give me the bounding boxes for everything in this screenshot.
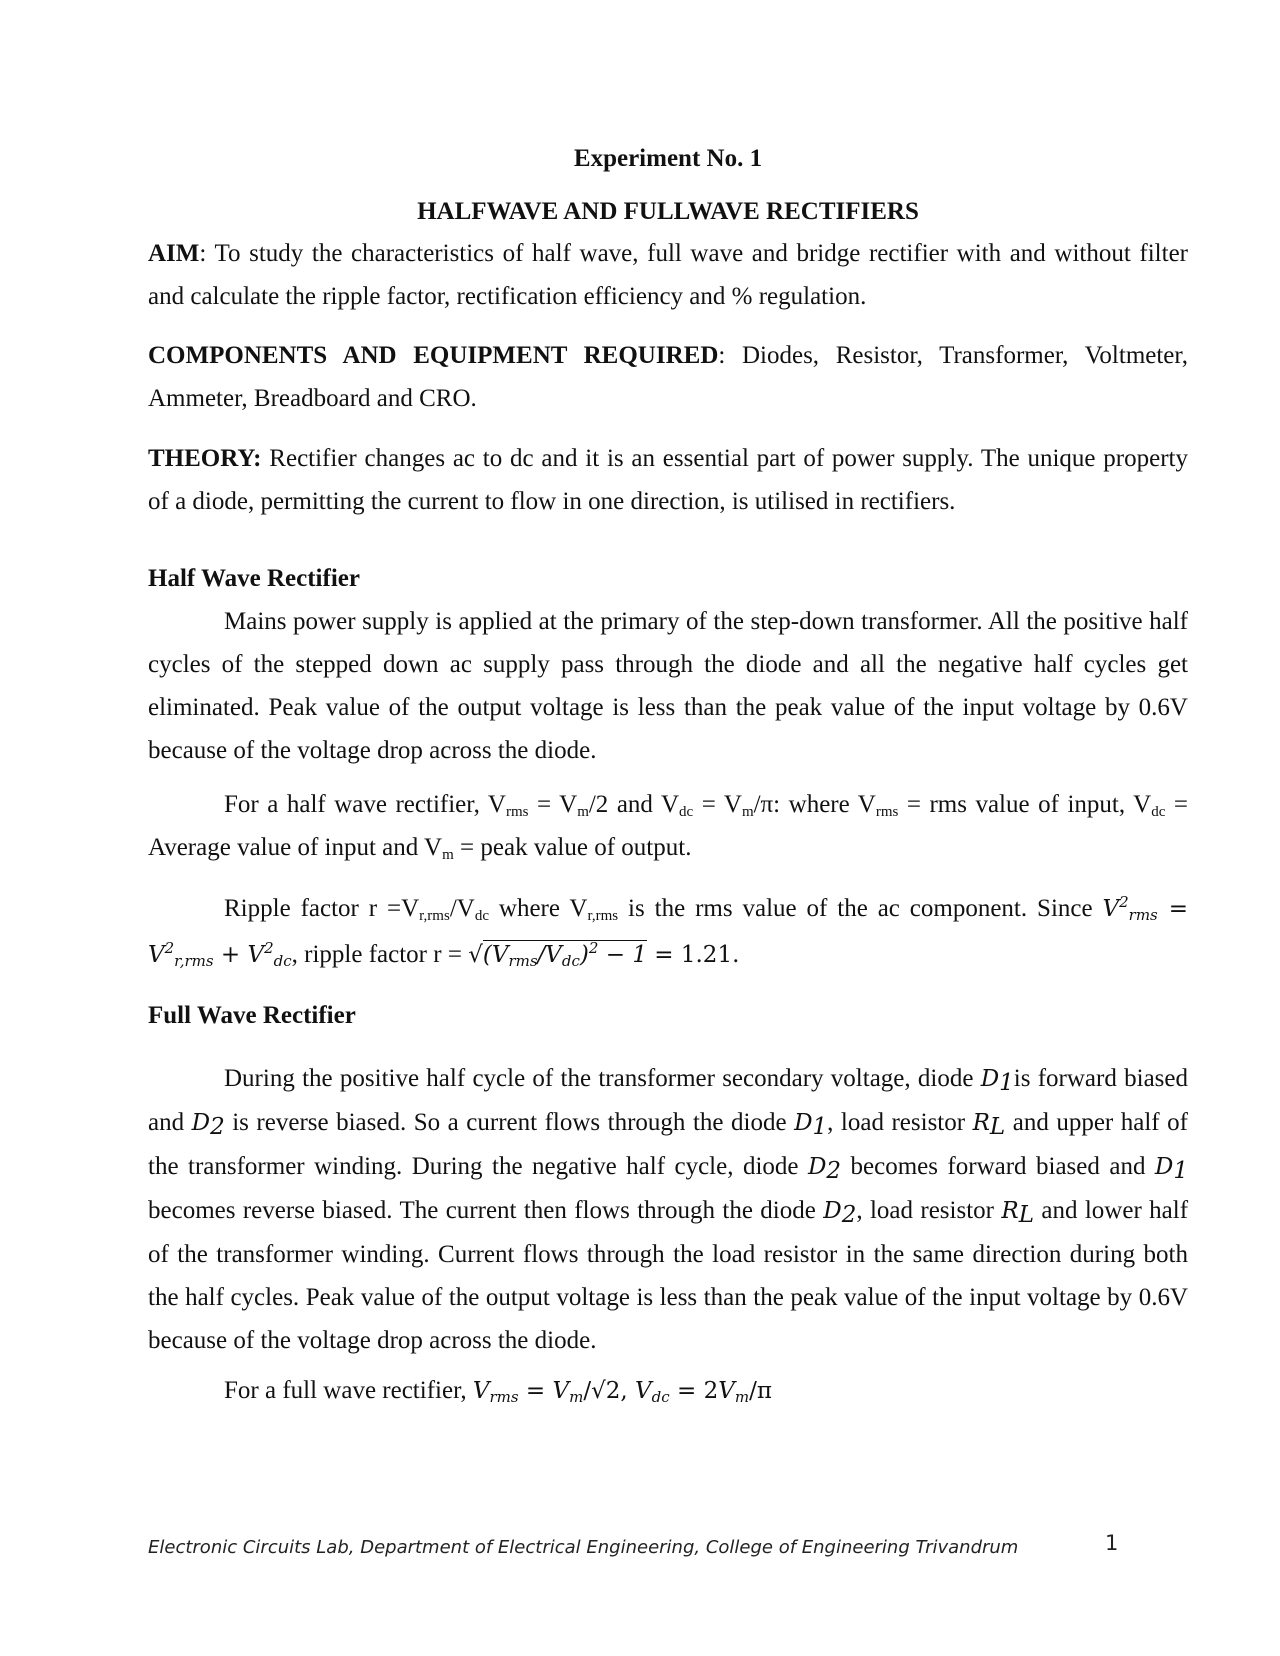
experiment-title: HALFWAVE AND FULLWAVE RECTIFIERS xyxy=(417,198,919,225)
full-wave-formulas: For a full wave rectifier, $V_{rms} = V_m/√2$, $V_{dc} = 2V_m/\pi$ xyxy=(224,1377,772,1406)
vrms-squared: $V^2_{rms}$ xyxy=(1102,893,1158,924)
theory-label: THEORY: xyxy=(148,445,262,472)
theory-paragraph xyxy=(148,437,1188,523)
full-wave-heading: Full Wave Rectifier xyxy=(148,1002,356,1029)
half-wave-heading: Half Wave Rectifier xyxy=(148,565,360,592)
components-paragraph xyxy=(148,334,1188,420)
full-wave-description: During the positive half cycle of the transformer secondary voltage, diode $D_1is$ forward biased and $D_2$ is reverse biased. So a current flows through the diode $D_1$, load resistor $R_L$ and upper half of the transformer winding. During the negative half cycle, diode $D_2$ becomes forward biased and $D_1$ becomes reverse biased. The current then flows through the diode $D_2$, load resistor $R_L$ and lower half of the transformer winding. Current flows through the load resistor in the same direction during both the half cycles. Peak value of the output voltage is less than the peak value of the input voltage by 0.6V because of the voltage drop across the diode. xyxy=(148,1065,1189,1354)
components-text: : Diodes, Resistor, Transformer, Voltmeter, Ammeter, Breadboard and CRO. xyxy=(148,342,1188,412)
ripple-factor-paragraph: Ripple factor $r =V_{r,rms}/V_{dc}$ where $V_{r,rms}$ is the rms value of the ac component. Since $V^2_{rms} = V^2_{r,rms} + V^2_{dc}$, ripple factor $r = √(V_{rms}/V_{dc})^2 - 1 = 1.21$. xyxy=(148,893,1188,970)
page-number: 1 xyxy=(1105,1531,1119,1555)
aim-text: : To study the characteristics of half wave, full wave and bridge rectifier with and without filter and calculate the ripple factor, rectification efficiency and % regulation. xyxy=(148,240,1188,310)
experiment-number: Experiment No. 1 xyxy=(573,145,763,172)
aim-label: AIM xyxy=(148,240,200,267)
components-label: COMPONENTS AND EQUIPMENT REQUIRED xyxy=(148,342,719,369)
theory-text: Rectifier changes ac to dc and it is an essential part of power supply. The unique property of a diode, permitting the current to flow in one direction, is utilised in rectifiers. xyxy=(148,445,1188,515)
sqrt-symbol: √ xyxy=(468,942,483,968)
ripple-formula: $(V_{rms}/V_{dc})^2 - 1$ xyxy=(482,939,647,970)
aim-paragraph xyxy=(148,232,1188,318)
half-wave-formulas: For a half wave rectifier, $V_{rms} = V_m/2$ and $V_{dc} = V_m/\pi$: where $V_{rms}$ = rms value of input, $V_{dc}$ = Average value of input and $V_m$ = peak value of output. xyxy=(148,791,1188,863)
half-wave-description: Mains power supply is applied at the primary of the step-down transformer. All the positive half cycles of the stepped down ac supply pass through the diode and all the negative half cycles get eliminated. Peak value of the output voltage is less than the peak value of the input voltage by 0.6V because of the voltage drop across the diode. xyxy=(148,608,1188,764)
page-footer: Electronic Circuits Lab, Department of Electrical Engineering, College of Engineering Trivandrum xyxy=(148,1537,1019,1558)
